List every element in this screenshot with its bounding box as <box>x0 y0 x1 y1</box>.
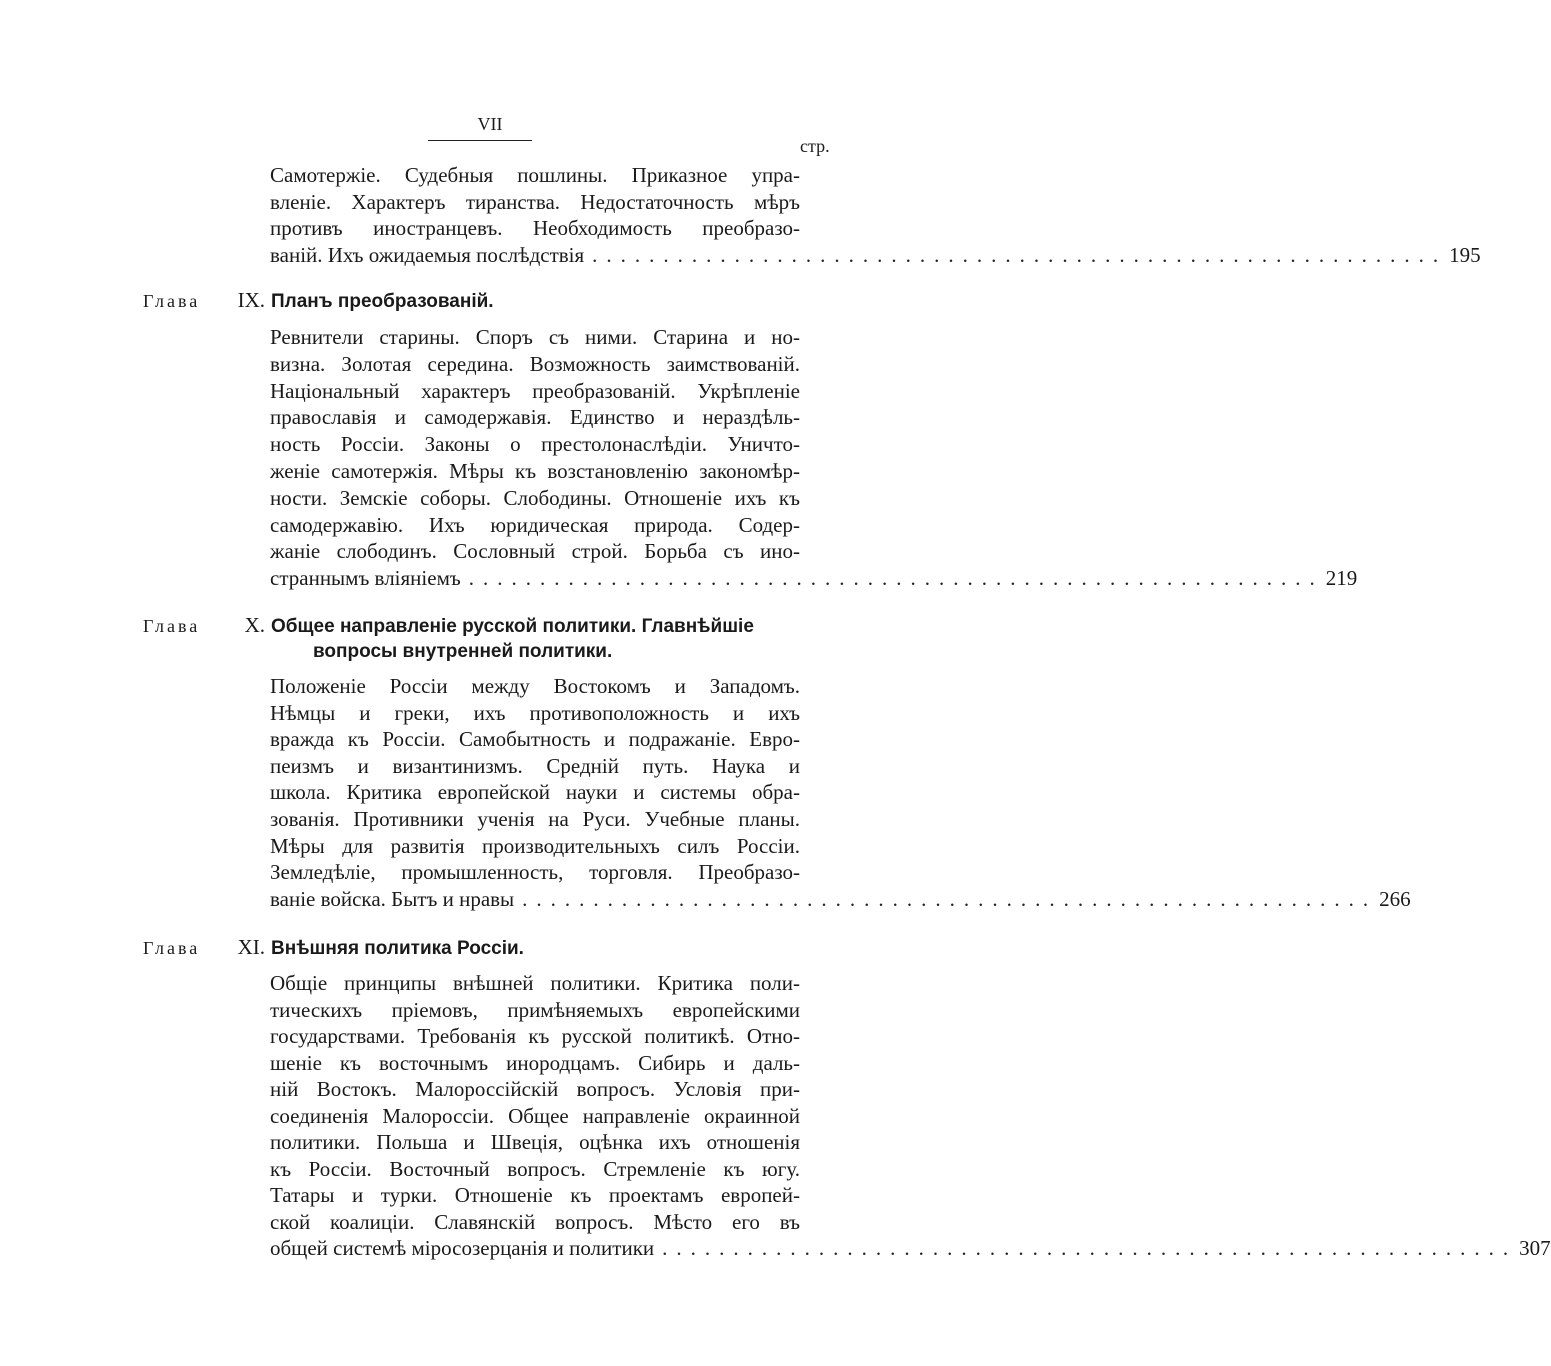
toc-entry-line: пеизмъ и византинизмъ. Средній путь. Наука и <box>270 753 800 778</box>
toc-entry-line: ній Востокъ. Малороссійскій вопросъ. Условія при- <box>270 1077 800 1101</box>
toc-entry-last-line <box>270 242 1481 268</box>
page-number: 266 <box>1379 886 1411 911</box>
entry-text: страннымъ вліяніемъ <box>270 566 461 591</box>
toc-entry-line: Нѣмцы и греки, ихъ противоположность и ихъ <box>270 700 800 725</box>
toc-entry-line: Ревнители старины. Споръ съ ними. Старина и но- <box>270 325 800 349</box>
chapter-title: Внѣшняя политика Россіи. <box>271 938 524 959</box>
chapter-title: Общее направленіе русской политики. Главнѣйшіе <box>271 616 754 637</box>
dot-leader: ............................................................ <box>468 566 1324 591</box>
toc-entry-line: соединенія Малороссіи. Общее направленіе окраинной <box>270 1103 800 1128</box>
chapter-number: XI. <box>237 935 265 959</box>
header-rule <box>428 140 532 141</box>
toc-entry-line: государствами. Требованія къ русской политикѣ. Отно- <box>270 1024 800 1048</box>
toc-entry-line: Земледѣліе, промышленность, торговля. Преобразо- <box>270 860 800 885</box>
toc-entry-line: визна. Золотая середина. Возможность заимствованій. <box>270 351 800 376</box>
toc-entry-line: Самотержіе. Судебныя пошлины. Приказное упра- <box>270 163 800 187</box>
chapter-number: IX. <box>237 288 265 312</box>
entry-text: ваніе войска. Бытъ и нравы <box>270 886 515 911</box>
toc-entry-line: православія и самодержавія. Единство и нераздѣль- <box>270 405 800 430</box>
toc-entry-last-line <box>270 1235 1551 1261</box>
chapter-label: Глава <box>143 291 201 311</box>
toc-entry-line: противъ иностранцевъ. Необходимость преобразо- <box>270 216 800 241</box>
page-number: 307 <box>1519 1236 1551 1260</box>
chapter-heading <box>313 639 612 665</box>
chapter-number: X. <box>244 613 265 637</box>
toc-entry-line: ность Россіи. Законы о престолонаслѣдіи. Уничто- <box>270 432 800 457</box>
chapter-title: Планъ преобразованій. <box>271 291 494 312</box>
toc-entry-last-line <box>270 886 1411 912</box>
page-folio: VII <box>477 114 503 134</box>
page-number: 195 <box>1449 242 1481 267</box>
toc-entry-line: Мѣры для развитія производительныхъ силъ Россіи. <box>270 833 800 858</box>
toc-entry-line: женіе самотержія. Мѣры къ возстановленію закономѣр- <box>270 459 800 483</box>
toc-entry-line: жаніе слободинъ. Сословный строй. Борьба съ ино- <box>270 539 800 564</box>
chapter-heading <box>143 612 754 640</box>
toc-entry-line: ской коалиціи. Славянскій вопросъ. Мѣсто его въ <box>270 1209 800 1234</box>
toc-entry-line: шеніе къ восточнымъ инородцамъ. Сибирь и даль- <box>270 1050 800 1075</box>
toc-entry-line: Общіе принципы внѣшней политики. Критика поли- <box>270 971 800 995</box>
dot-leader: ............................................................ <box>522 886 1378 911</box>
toc-entry-line: къ Россіи. Восточный вопросъ. Стремленіе къ югу. <box>270 1156 800 1181</box>
toc-entry-last-line <box>270 565 1358 591</box>
toc-entry-line: Положеніе Россіи между Востокомъ и Западомъ. <box>270 674 800 698</box>
toc-entry-line: самодержавію. Ихъ юридическая природа. Содер- <box>270 512 800 537</box>
chapter-heading <box>143 287 494 315</box>
dot-leader: ............................................................ <box>662 1236 1518 1260</box>
toc-entry-line: политики. Польша и Швеція, оцѣнка ихъ отношенія <box>270 1130 800 1154</box>
toc-entry-line: Татары и турки. Отношеніе къ проектамъ европей- <box>270 1183 800 1207</box>
toc-entry-line: ности. Земскіе соборы. Слободины. Отношеніе ихъ къ <box>270 485 800 510</box>
toc-entry-line: Національный характеръ преобразованій. Укрѣпленіе <box>270 378 800 403</box>
chapter-label: Глава <box>143 938 201 958</box>
toc-entry-line: школа. Критика европейской науки и системы обра- <box>270 780 800 805</box>
entry-text: ваній. Ихъ ожидаемыя послѣдствія <box>270 242 585 267</box>
toc-entry-line: зованія. Противники ученія на Руси. Учебные планы. <box>270 807 800 831</box>
page-number: 219 <box>1325 566 1358 591</box>
chapter-heading <box>143 934 524 962</box>
dot-leader: ............................................................ <box>592 242 1448 267</box>
toc-entry-line: вленіе. Характеръ тиранства. Недостаточность мѣръ <box>270 189 800 214</box>
page-column-label: стр. <box>800 136 830 156</box>
entry-text: общей системѣ міросозерцанія и политики <box>270 1236 655 1260</box>
toc-entry-line: вражда къ Россіи. Самобытность и подражаніе. Евро- <box>270 727 800 752</box>
chapter-title: вопросы внутренней политики. <box>313 641 613 662</box>
toc-entry-line: тическихъ пріемовъ, примѣняемыхъ европейскими <box>270 997 800 1022</box>
chapter-label: Глава <box>143 616 201 636</box>
